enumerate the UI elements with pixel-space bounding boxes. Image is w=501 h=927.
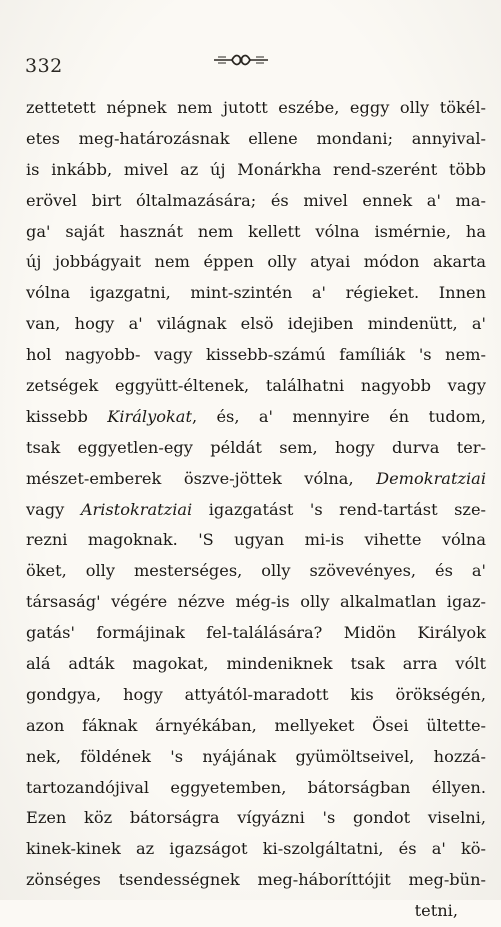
text-segment: , és, a' mennyire én tudom, xyxy=(191,406,486,426)
text-segment: vagy xyxy=(26,499,81,519)
text-line: vólna igazgatni, mint-szintén a' régieket. Innen xyxy=(26,283,486,303)
text-segment: mészet-emberek öszve-jöttek vólna, xyxy=(26,468,377,488)
text-segment: kissebb xyxy=(26,406,108,426)
page-number: 332 xyxy=(25,55,63,77)
text-line: öket, olly mesterséges, olly szövevényes, és a' xyxy=(26,561,486,581)
text-line: azon fáknak árnyékában, mellyeket Ösei ültette- xyxy=(26,715,486,735)
text-line: nek, földének 's nyájának gyümöltseivel, hozzá- xyxy=(26,746,486,766)
italic-term: Aristokratziai xyxy=(80,499,193,519)
text-line: van, hogy a' világnak elsö idejiben mindenütt, a' xyxy=(26,314,486,334)
catchword: tetni, xyxy=(414,901,458,921)
text-line: kinek-kinek az igazságot ki-szolgáltatni, és a' kö- xyxy=(26,839,486,859)
text-line: rezni magoknak. 'S ugyan mi-is vihette vólna xyxy=(26,530,486,550)
text-line: zettetett népnek nem jutott eszébe, eggy olly tökél- xyxy=(26,98,486,117)
text-line: ga' saját hasznát nem kellett vólna ismérnie, ha xyxy=(26,221,486,241)
text-line: zönséges tsendességnek meg-háboríttójit meg-bün- xyxy=(26,870,486,890)
text-line: erövel birt óltalmazására; és mivel ennek a' ma- xyxy=(26,190,486,210)
text-segment: igazgatást 's rend-tartást sze- xyxy=(192,499,486,519)
text-line: hol nagyobb- vagy kissebb-számú famíliák 's nem- xyxy=(26,345,486,365)
text-line xyxy=(26,402,486,433)
text-line: új jobbágyait nem éppen olly atyai módon akarta xyxy=(26,252,486,272)
italic-term: Demokratziai xyxy=(376,468,486,488)
text-line: is inkább, mivel az új Monárkha rend-szerént több xyxy=(26,159,486,179)
printer-ornament xyxy=(212,52,270,68)
text-line: társaság' végére nézve még-is olly alkalmatlan igaz- xyxy=(26,592,486,612)
text-line xyxy=(26,464,486,495)
text-line: tsak eggyetlen-egy példát sem, hogy durva ter- xyxy=(26,437,486,457)
text-line: Ezen köz bátorságra vígyázni 's gondot viselni, xyxy=(26,808,486,828)
text-line: etes meg-határozásnak ellene mondani; annyival- xyxy=(26,128,486,148)
text-line: tartozandójival eggyetemben, bátorságban éllyen. xyxy=(26,777,486,797)
text-line xyxy=(26,495,486,526)
body-text xyxy=(26,93,486,927)
text-line: gatás' formájinak fel-találására? Midön Királyok xyxy=(26,623,486,643)
text-line: gondgya, hogy attyától-maradott kis örökségén, xyxy=(26,684,486,704)
text-line: zetségek eggyütt-éltenek, találhatni nagyobb vagy xyxy=(26,376,486,396)
italic-term: Királyokat xyxy=(107,406,192,426)
text-line: alá adták magokat, mindeniknek tsak arra vólt xyxy=(26,654,486,674)
